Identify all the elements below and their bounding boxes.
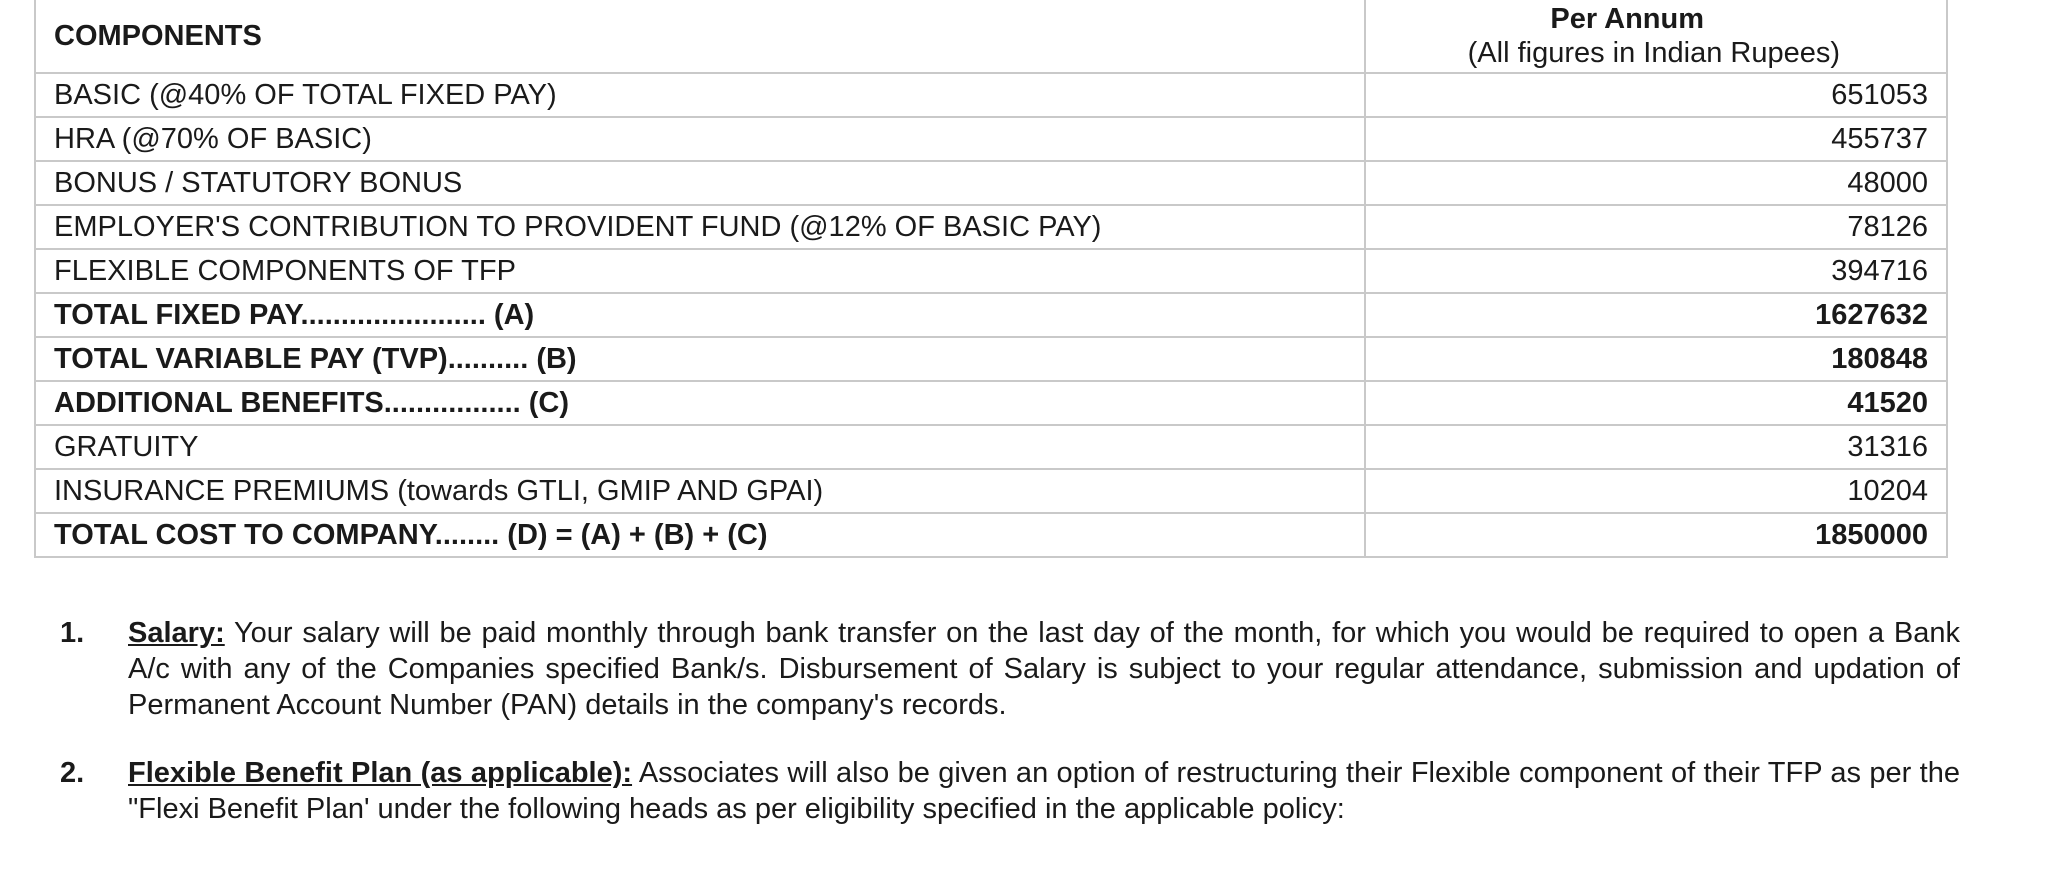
component-amount: 31316	[1365, 425, 1947, 469]
note-number: 2.	[60, 757, 85, 789]
header-components: COMPONENTS	[35, 0, 1365, 73]
component-amount: 41520	[1365, 381, 1947, 425]
salary-components-table	[34, 0, 1948, 558]
note-text: Your salary will be paid monthly through bank transfer on the last day of the month, for which you would be required to open a Bank A/c with any of the Companies specified Bank/s. Disbursement of Salary is subject to your regular attendance, submission and updation of Permanent Account Number (PAN) details in the company's records.	[128, 617, 1960, 721]
component-label: TOTAL FIXED PAY....................... (A)	[35, 293, 1365, 337]
component-amount: 455737	[1365, 117, 1947, 161]
component-label: FLEXIBLE COMPONENTS OF TFP	[35, 249, 1365, 293]
note-item	[60, 755, 1960, 827]
table-row	[35, 513, 1947, 557]
terms-notes	[60, 615, 1960, 859]
table-row	[35, 337, 1947, 381]
note-heading: Flexible Benefit Plan (as applicable):	[128, 757, 633, 789]
component-label: GRATUITY	[35, 425, 1365, 469]
note-text: Associates will also be given an option of restructuring their Flexible component of their TFP as per the "Flexi Benefit Plan' under the following heads as per eligibility specified in the applicable policy:	[128, 757, 1960, 825]
component-label: HRA (@70% OF BASIC)	[35, 117, 1365, 161]
component-label: BASIC (@40% OF TOTAL FIXED PAY)	[35, 73, 1365, 117]
component-label: TOTAL VARIABLE PAY (TVP).......... (B)	[35, 337, 1365, 381]
table-row	[35, 381, 1947, 425]
header-currency-note: (All figures in Indian Rupees)	[1467, 37, 1840, 69]
table-header-row	[35, 0, 1947, 73]
component-amount: 651053	[1365, 73, 1947, 117]
table-body	[35, 73, 1947, 557]
table-row	[35, 73, 1947, 117]
component-amount: 10204	[1365, 469, 1947, 513]
component-label: ADDITIONAL BENEFITS................. (C)	[35, 381, 1365, 425]
table-row	[35, 249, 1947, 293]
component-label: EMPLOYER'S CONTRIBUTION TO PROVIDENT FUND (@12% OF BASIC PAY)	[35, 205, 1365, 249]
note-body	[128, 755, 1960, 827]
table-row	[35, 117, 1947, 161]
table-row	[35, 205, 1947, 249]
component-amount: 48000	[1365, 161, 1947, 205]
component-amount: 180848	[1365, 337, 1947, 381]
component-label: INSURANCE PREMIUMS (towards GTLI, GMIP AND GPAI)	[35, 469, 1365, 513]
note-body	[128, 615, 1960, 723]
component-label: BONUS / STATUTORY BONUS	[35, 161, 1365, 205]
note-heading: Salary:	[128, 617, 225, 649]
table-row	[35, 161, 1947, 205]
table-row	[35, 469, 1947, 513]
component-amount: 1850000	[1365, 513, 1947, 557]
component-amount: 1627632	[1365, 293, 1947, 337]
component-amount: 394716	[1365, 249, 1947, 293]
note-number: 1.	[60, 617, 85, 649]
table-row	[35, 293, 1947, 337]
component-label: TOTAL COST TO COMPANY........ (D) = (A) + (B) + (C)	[35, 513, 1365, 557]
table-row	[35, 425, 1947, 469]
component-amount: 78126	[1365, 205, 1947, 249]
note-item	[60, 615, 1960, 723]
header-per-annum	[1365, 0, 1947, 73]
header-per-annum-title: Per Annum	[1550, 3, 1704, 35]
